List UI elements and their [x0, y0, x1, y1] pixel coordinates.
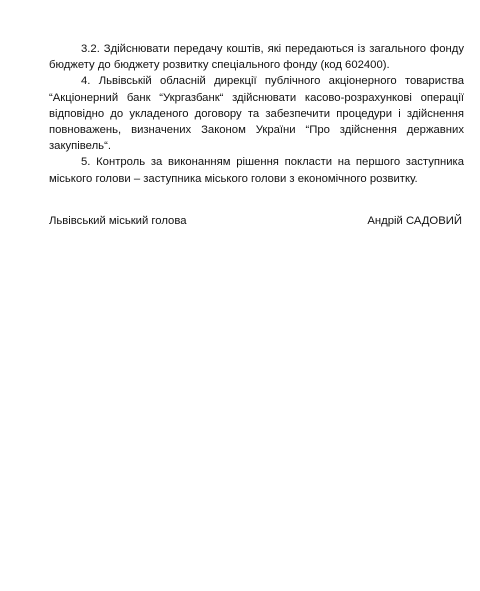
- paragraph-5: 5. Контроль за виконанням рішення покласти на першого заступника міського голови – заступника міського голови з економічного розвитку.: [49, 156, 464, 185]
- paragraph-3-2: 3.2. Здійснювати передачу коштів, які передаються із загального фонду бюджету до бюджету розвитку спеціального фонду (код 602400).: [49, 43, 464, 72]
- signatory-title: Львівський міський голова: [49, 215, 187, 227]
- signature-block: [49, 213, 464, 231]
- document-body: [49, 41, 464, 187]
- signatory-name: Андрій САДОВИЙ: [367, 215, 462, 227]
- paragraph-4: 4. Львівській обласній дирекції публічного акціонерного товариства “Акціонерний банк “Укргазбанк“ здійснювати касово-розрахункові операції відповідно до укладеного договору та забезпечити процедури і здійснення повноважень, визначених Законом України “Про здійснення державних закупівель“.: [49, 75, 464, 153]
